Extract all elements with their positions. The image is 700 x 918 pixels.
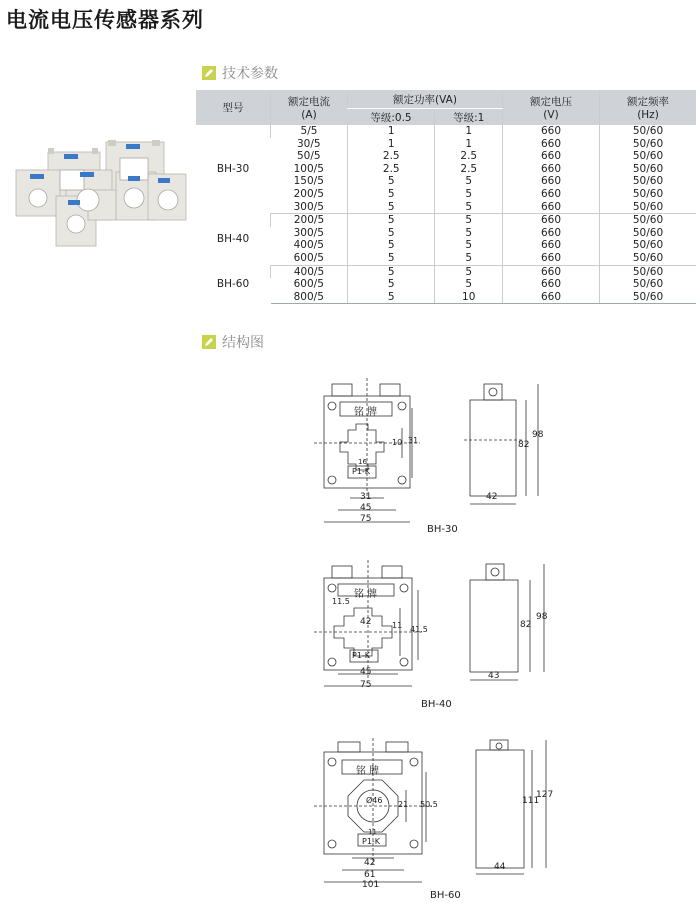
table-row: [196, 239, 696, 252]
table-cell: 660: [503, 265, 600, 278]
table-cell: 660: [503, 138, 600, 151]
bh40-terminal: P1-K: [352, 651, 371, 660]
table-cell: 5: [348, 175, 435, 188]
section-specs-label: 技术参数: [222, 66, 278, 82]
bh60-dim-11: 11: [368, 828, 377, 836]
table-cell: 50/60: [600, 291, 697, 304]
pencil-icon: [202, 66, 216, 80]
product-photo: [8, 140, 190, 250]
bh40-dim-43: 43: [488, 671, 500, 681]
table-cell: 5: [348, 214, 435, 227]
table-row: [196, 150, 696, 163]
table-cell: 1: [348, 138, 435, 151]
table-row: [196, 278, 696, 291]
table-cell: 300/5: [293, 226, 324, 239]
table-cell: 50/5: [296, 150, 321, 163]
table-row: [196, 125, 696, 138]
table-cell: 5: [435, 227, 503, 240]
bh60-dim-111: 111: [522, 796, 540, 806]
table-cell: 100/5: [293, 162, 324, 175]
bh40-dim-75: 75: [360, 680, 372, 690]
table-cell: 2.5: [435, 150, 503, 163]
col-grade1: 等级:1: [435, 109, 503, 126]
bh40-dim-42: 42: [360, 617, 372, 627]
table-cell: 5: [435, 278, 503, 291]
table-cell: 5: [348, 252, 435, 265]
table-cell: 50/60: [600, 278, 697, 291]
model-cell: BH-30: [216, 163, 250, 176]
col-freq: [600, 90, 697, 125]
table-cell: 660: [503, 227, 600, 240]
table-row: [196, 163, 696, 176]
table-cell: 50/60: [600, 239, 697, 252]
table-cell: 2.5: [435, 163, 503, 176]
table-cell: 5: [348, 239, 435, 252]
table-cell: 5: [435, 214, 503, 227]
table-cell: 660: [503, 175, 600, 188]
table-cell: 660: [503, 188, 600, 201]
table-cell: 660: [503, 150, 600, 163]
bh30-terminal: P1-K: [352, 467, 371, 476]
section-specs-heading: [202, 63, 278, 83]
bh30-caption: BH-30: [427, 524, 458, 535]
col-grade05: 等级:0.5: [348, 109, 435, 126]
drawing-bh30: [314, 378, 554, 538]
drawing-bh40: [314, 560, 554, 700]
table-cell: 50/60: [600, 227, 697, 240]
bh60-dim-42: 42: [364, 858, 376, 868]
table-cell: 50/60: [600, 175, 697, 188]
table-cell: 600/5: [271, 252, 348, 265]
bh40-dim-45: 45: [360, 667, 372, 677]
table-cell: 50/60: [600, 163, 697, 176]
table-row: [196, 265, 696, 278]
bh30-dim-75: 75: [360, 514, 372, 524]
col-model: 型号: [196, 90, 271, 125]
table-cell: 5: [435, 265, 503, 278]
table-cell: 660: [503, 278, 600, 291]
table-cell: 300/5: [271, 201, 348, 214]
table-row: [196, 201, 696, 214]
table-cell: 5: [435, 239, 503, 252]
table-cell: 5: [435, 188, 503, 201]
table-cell: 5: [435, 252, 503, 265]
table-cell: 50/60: [600, 150, 697, 163]
table-cell: 660: [503, 252, 600, 265]
bh30-nameplate: 铭 牌: [354, 407, 378, 418]
bh30-dim-16: 16: [358, 458, 367, 466]
table-row: [196, 252, 696, 265]
page-title: 电流电压传感器系列: [6, 8, 204, 32]
bh30-dim-31: 31: [360, 492, 372, 502]
table-cell: 660: [503, 163, 600, 176]
table-cell: 10: [435, 291, 503, 304]
table-cell: 660: [503, 214, 600, 227]
pencil-icon: [202, 335, 216, 349]
bh30-dim-42: 42: [486, 492, 498, 502]
model-cell: BH-60: [216, 278, 250, 291]
table-cell: 5: [435, 175, 503, 188]
table-cell: 600/5: [293, 278, 324, 291]
table-cell: 660: [503, 201, 600, 214]
table-row: [196, 138, 696, 151]
table-cell: 1: [348, 125, 435, 138]
table-row: [196, 188, 696, 201]
table-cell: 1: [435, 138, 503, 151]
table-row: [196, 291, 696, 304]
col-freq-label: 额定频率: [627, 96, 669, 108]
table-row: [196, 214, 696, 227]
bh40-caption: BH-40: [421, 699, 452, 710]
bh30-dim-98: 98: [532, 430, 544, 440]
table-cell: 400/5: [271, 265, 348, 278]
table-cell: 50/60: [600, 188, 697, 201]
table-cell: 5: [435, 201, 503, 214]
table-row: [196, 175, 696, 188]
bh60-dim-46: Ø46: [366, 796, 383, 805]
table-cell: 5: [348, 291, 435, 304]
table-cell: 5: [348, 201, 435, 214]
table-cell: 1: [435, 125, 503, 138]
spec-table: [196, 90, 696, 304]
table-cell: 50/60: [600, 252, 697, 265]
table-cell: 5: [348, 265, 435, 278]
bh60-dim-44: 44: [494, 862, 506, 872]
table-row: [196, 227, 696, 240]
bh60-nameplate: 铭 牌: [356, 766, 380, 777]
bh30-dim-45: 45: [360, 503, 372, 513]
bh60-caption: BH-60: [430, 890, 461, 901]
col-power: 额定功率(VA): [348, 90, 503, 109]
col-current-unit: (A): [301, 109, 317, 121]
bh30-dim-82: 82: [518, 440, 530, 450]
table-cell: 2.5: [348, 163, 435, 176]
table-cell: 150/5: [293, 175, 324, 188]
model-cell: BH-40: [216, 233, 250, 246]
bh40-dim-415: 41.5: [410, 625, 428, 634]
table-cell: 50/60: [600, 265, 697, 278]
bh60-terminal: P1-K: [362, 837, 381, 846]
section-structure-heading: [202, 332, 264, 352]
table-cell: 50/60: [600, 201, 697, 214]
bh30-dim-10: 10: [392, 438, 403, 447]
table-cell: 5/5: [271, 125, 348, 138]
table-cell: 200/5: [293, 187, 324, 200]
bh40-nameplate: 铭 牌: [354, 589, 378, 600]
col-voltage-label: 额定电压: [530, 96, 572, 108]
bh30-dim-31v: 31: [408, 436, 419, 445]
bh40-dim-82: 82: [520, 620, 532, 630]
table-cell: 5: [348, 227, 435, 240]
bh40-dim-11: 11: [392, 621, 403, 630]
table-cell: 5: [348, 188, 435, 201]
table-cell: 5: [348, 278, 435, 291]
drawing-bh60: [314, 738, 554, 888]
table-cell: 800/5: [271, 291, 348, 304]
table-cell: 400/5: [293, 239, 324, 252]
col-voltage: [503, 90, 600, 125]
bh60-dim-61: 61: [364, 870, 376, 880]
col-current: [271, 90, 348, 125]
bh60-dim-21: 21: [398, 800, 409, 809]
section-structure-label: 结构图: [222, 335, 264, 351]
table-cell: 50/60: [600, 125, 697, 138]
table-cell: 660: [503, 125, 600, 138]
col-freq-unit: (Hz): [637, 109, 659, 121]
col-voltage-unit: (V): [543, 109, 559, 121]
bh60-dim-505: 50.5: [420, 800, 438, 809]
bh60-dim-127: 127: [536, 790, 554, 800]
col-current-label: 额定电流: [288, 96, 330, 108]
bh40-dim-98: 98: [536, 612, 548, 622]
table-cell: 660: [503, 239, 600, 252]
bh60-dim-101: 101: [362, 880, 380, 890]
table-cell: 50/60: [600, 138, 697, 151]
table-cell: 50/60: [600, 214, 697, 227]
table-cell: 2.5: [348, 150, 435, 163]
table-cell: 200/5: [271, 214, 348, 227]
table-cell: 30/5: [296, 137, 321, 150]
bh40-dim-115: 11.5: [332, 597, 350, 606]
table-cell: 660: [503, 291, 600, 304]
